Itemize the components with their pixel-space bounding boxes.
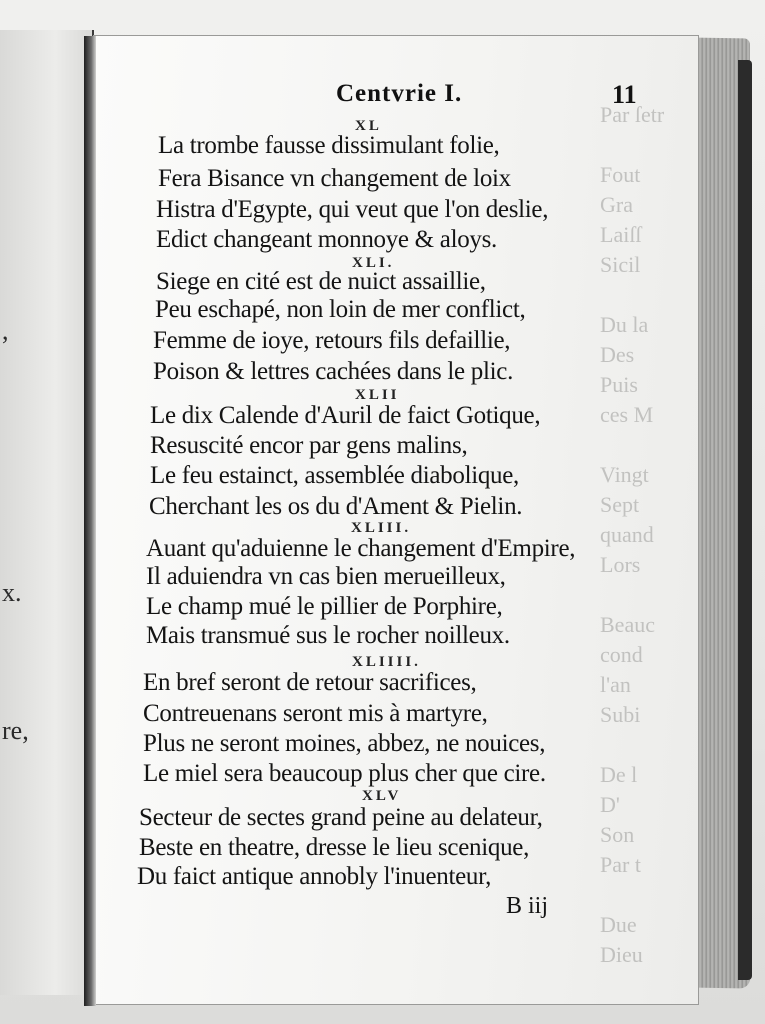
bleed-through-text: Par ſetr Fout Gra Laiſſ Sicil Du la Des Puis ces M Vingt Sept quand Lors Beauc cond l'an Subi De l D' Son Par t Due Dieu	[600, 102, 665, 967]
left-fragment: re,	[2, 716, 29, 745]
page-number: 11	[612, 80, 637, 109]
verse-line: La trombe fausse dissimulant folie,	[158, 132, 500, 159]
quatrain-numeral: XLIIII.	[352, 654, 421, 670]
left-fragment: ,	[2, 316, 9, 345]
verse-line: Le feu estainct, assemblée diabolique,	[150, 462, 520, 489]
verse-line: Contreuenans seront mis à martyre,	[143, 700, 488, 727]
verse-line: Du faict antique annobly l'inuenteur,	[137, 863, 492, 890]
signature-mark: B iij	[506, 893, 549, 919]
verse-line: Histra d'Egypte, qui veut que l'on deslie,	[156, 196, 549, 223]
verse-line: Secteur de sectes grand peine au delateur,	[139, 804, 543, 831]
verse-line: Beste en theatre, dresse le lieu scenique,	[139, 834, 530, 861]
page-header-title: Centvrie I.	[336, 80, 463, 107]
verse-line: Edict changeant monnoye & aloys.	[156, 226, 497, 253]
quatrain-numeral: XLV	[362, 788, 402, 804]
book-cover-edge	[738, 60, 752, 980]
verse-line: En bref seront de retour sacrifices,	[143, 669, 477, 696]
verse-line: Peu eschapé, non loin de mer conflict,	[155, 296, 526, 323]
verse-line: Il aduiendra vn cas bien merueilleux,	[146, 563, 506, 590]
verse-line: Fera Bisance vn changement de loix	[158, 165, 511, 192]
verse-line: Cherchant les os du d'Ament & Pielin.	[149, 493, 523, 520]
verse-line: Femme de ioye, retours fils defaillie,	[153, 327, 511, 354]
quatrain-numeral: XL	[355, 118, 382, 134]
verse-line: Le miel sera beaucoup plus cher que cire.	[143, 760, 546, 787]
quatrain-numeral: XLI.	[352, 255, 395, 271]
left-fragment: x.	[2, 578, 22, 607]
verse-line: Resuscité encor par gens malins,	[150, 432, 468, 459]
verse-line: Auant qu'aduienne le changement d'Empire,	[146, 535, 576, 562]
verse-line: Poison & lettres cachées dans le plic.	[153, 358, 514, 385]
book-gutter	[84, 36, 96, 1006]
left-page-fragment	[0, 30, 94, 995]
verse-line: Le dix Calende d'Auril de faict Gotique,	[150, 402, 541, 429]
verse-line: Le champ mué le pillier de Porphire,	[146, 593, 503, 620]
quatrain-numeral: XLIII.	[351, 520, 412, 536]
verse-line: Mais transmué sus le rocher noilleux.	[146, 622, 510, 649]
quatrain-numeral: XLII	[355, 387, 400, 403]
verse-line: Siege en cité est de nuict assaillie,	[156, 268, 486, 295]
verse-line: Plus ne seront moines, abbez, ne nouices,	[143, 730, 546, 757]
